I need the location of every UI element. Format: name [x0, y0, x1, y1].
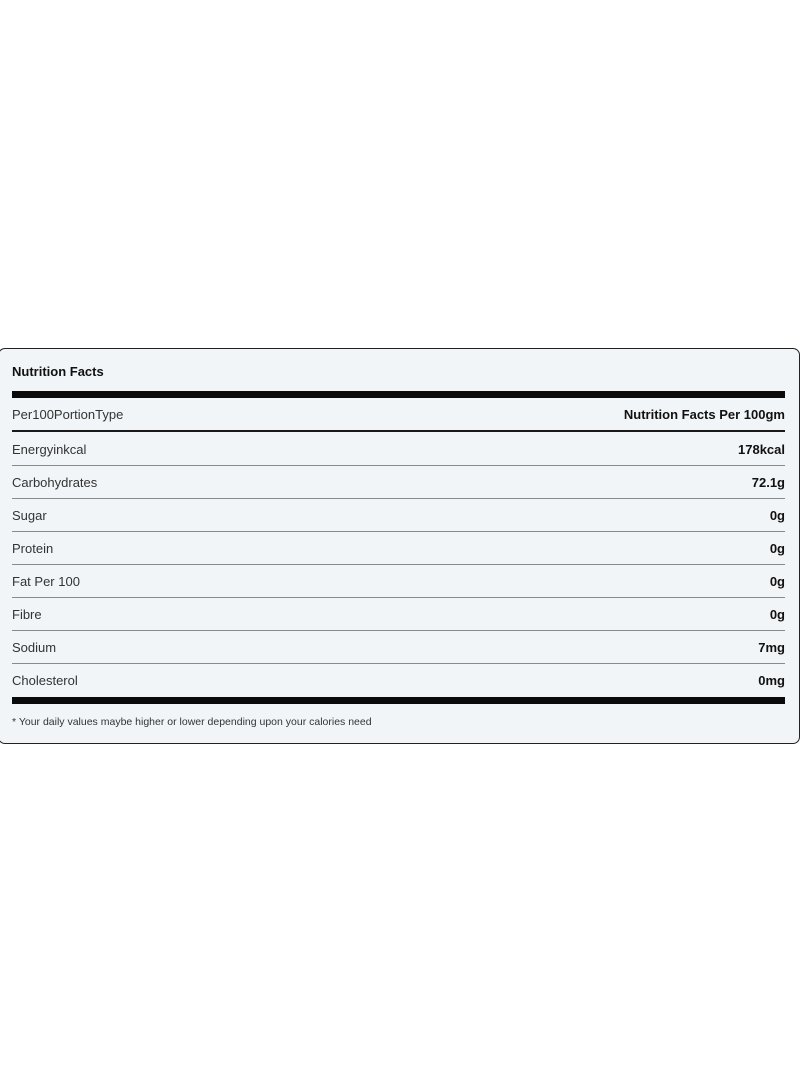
footnote: * Your daily values maybe higher or lower depending upon your calories need: [12, 716, 372, 728]
table-row: [12, 466, 785, 499]
nutrient-label: Sodium: [12, 639, 57, 655]
nutrient-label: Cholesterol: [12, 673, 78, 688]
table-row: [12, 499, 785, 532]
nutrient-value: 7mg: [758, 639, 785, 655]
table-row: [12, 598, 785, 631]
nutrient-label: Fat Per 100: [12, 573, 80, 589]
table-row: [12, 631, 785, 664]
nutrient-label: Energyinkcal: [12, 441, 87, 457]
nutrient-value: 72.1g: [751, 474, 785, 490]
panel-title: Nutrition Facts: [12, 364, 104, 379]
nutrient-label: Sugar: [12, 507, 47, 523]
table-header-row: [12, 398, 785, 432]
nutrient-label: Fibre: [12, 606, 42, 622]
nutrient-value: 178kcal: [738, 441, 785, 457]
nutrient-value: 0g: [769, 606, 785, 622]
table-row: [12, 433, 785, 466]
nutrition-facts-panel: [0, 348, 800, 744]
nutrient-value: 0mg: [758, 673, 785, 688]
table-row: [12, 532, 785, 565]
nutrient-value: 0g: [769, 573, 785, 589]
nutrient-value: 0g: [769, 507, 785, 523]
table-row: [12, 565, 785, 598]
bottom-divider-bar: [12, 697, 785, 704]
nutrient-label: Carbohydrates: [12, 474, 98, 490]
top-divider-bar: [12, 391, 785, 398]
nutrient-label: Protein: [12, 540, 54, 556]
header-value: Nutrition Facts Per 100gm: [623, 406, 785, 422]
header-label: Per100PortionType: [12, 406, 124, 422]
table-row: [12, 664, 785, 697]
nutrient-value: 0g: [769, 540, 785, 556]
